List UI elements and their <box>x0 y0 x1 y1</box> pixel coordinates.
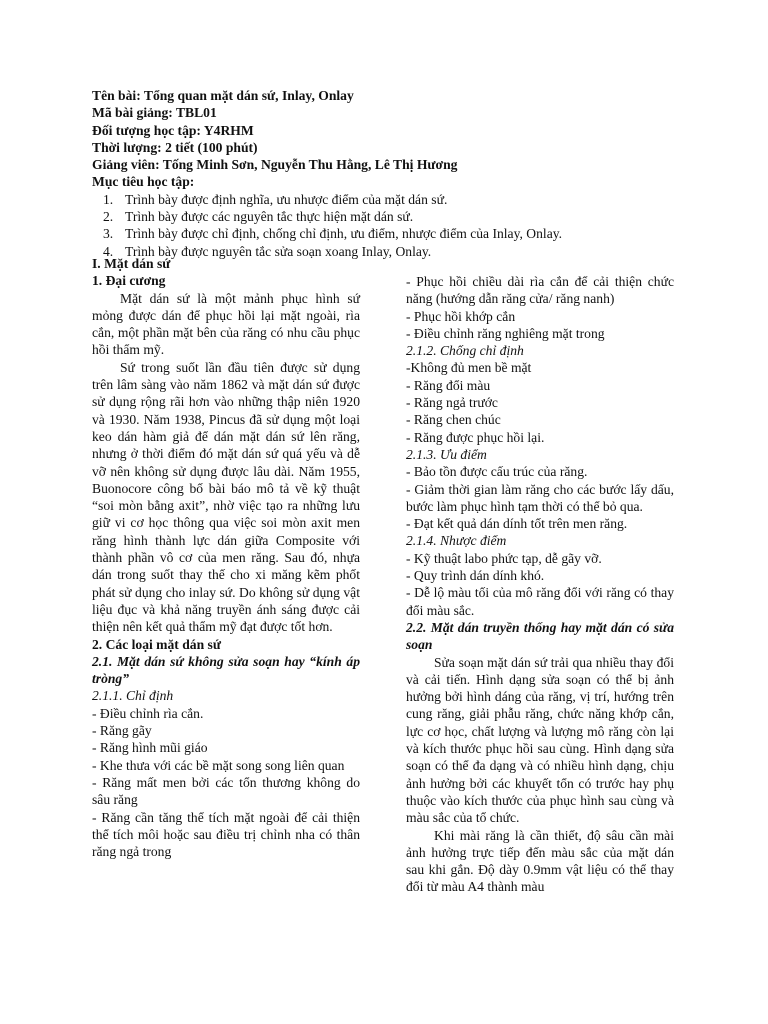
subsection-heading: 2.1.4. Nhược điểm <box>406 533 507 549</box>
list-item: - Kỹ thuật labo phức tạp, dễ gãy vỡ. <box>406 550 602 566</box>
list-item: - Răng chen chúc <box>406 412 501 428</box>
list-item: - Phục hồi chiều dài rìa cắn để cải thiện chức năng (hướng dẫn răng cửa/ răng nanh) <box>406 274 674 307</box>
list-item: - Dễ lộ màu tối của mô răng đổi với răng có thay đổi màu sắc. <box>406 585 674 618</box>
list-item: - Răng gãy <box>92 723 152 739</box>
subsection-heading: 2.1.3. Ưu điểm <box>406 446 487 462</box>
left-column <box>92 255 360 860</box>
subsection-heading: 2.1.2. Chống chỉ định <box>406 343 524 359</box>
objectives-heading: Mục tiêu học tập: <box>92 174 195 190</box>
list-item: - Răng mất men bởi các tổn thương không do sâu răng <box>92 774 360 808</box>
list-item: - Răng cần tăng thể tích mặt ngoài để cải thiện thể tích môi hoặc sau điều trị chỉnh nha có thân răng ngả trong <box>92 809 360 860</box>
paragraph: Sửa soạn mặt dán sứ trải qua nhiều thay đổi và cải tiến. Hình dạng sửa soạn có thể bị ảnh hưởng bởi hình dáng của răng, vị trí, hướng trên cung răng, giải phẫu răng, chức năng khớp cắn, lực cơ học, chất lượng và lượng mô răng còn lại và kích thước phục hồi sau cùng. Hình dạng sửa soạn có thể đa dạng và có nhiều hình dạng, chịu ảnh hưởng bởi các khuyết tổn có trước hay phụ thuộc vào kích thước của phục hình sau cùng và màu sắc của tổ chức. <box>406 654 674 826</box>
list-item: - Giảm thời gian làm răng cho các bước lấy dấu, bước làm phục hình tạm thời có thể bỏ qua. <box>406 481 674 514</box>
right-column <box>406 273 674 896</box>
list-item: -Không đủ men bề mặt <box>406 360 532 376</box>
objective-item: 1. Trình bày được định nghĩa, ưu nhược điểm của mặt dán sứ. <box>103 191 448 207</box>
list-item: - Điều chỉnh răng nghiêng mặt trong <box>406 325 605 341</box>
list-item: - Khe thưa với các bề mặt song song liên quan <box>92 757 345 773</box>
subsection-heading: 2.2. Mặt dán truyền thống hay mặt dán có sửa soạn <box>406 619 674 653</box>
lesson-header <box>92 87 692 260</box>
lesson-code: Mã bài giảng: TBL01 <box>92 105 217 121</box>
objective-item: 2. Trình bày được các nguyên tắc thực hiện mặt dán sứ. <box>103 209 414 225</box>
subsection-heading: 2. Các loại mặt dán sứ <box>92 636 221 652</box>
objectives-list <box>92 191 692 260</box>
paragraph: Khi mài răng là cần thiết, độ sâu cần mài ảnh hưởng trực tiếp đến màu sắc của mặt dán sau khi gắn. Độ dày 0.9mm vật liệu có thể thay đổi từ màu A4 thành màu <box>406 827 674 895</box>
subsection-heading: 2.1.1. Chỉ định <box>92 688 174 704</box>
section-heading: I. Mặt dán sứ <box>92 256 171 271</box>
paragraph: Mặt dán sứ là một mảnh phục hình sứ mỏng được dán để phục hồi lại mặt ngoài, rìa cắn, một phần mặt bên của răng có nhu cầu phục hồi thẩm mỹ. <box>92 290 360 358</box>
list-item: - Bảo tồn được cấu trúc của răng. <box>406 464 588 480</box>
list-item: - Răng ngả trước <box>406 395 498 411</box>
lesson-audience: Đối tượng học tập: Y4RHM <box>92 122 254 138</box>
list-item: - Điều chỉnh rìa cắn. <box>92 705 204 721</box>
objective-item: 4. Trình bày được nguyên tắc sửa soạn xoang Inlay, Onlay. <box>103 243 432 259</box>
subsection-heading: 2.1. Mặt dán sứ không sửa soạn hay “kính áp tròng” <box>92 653 360 687</box>
lesson-duration: Thời lượng: 2 tiết (100 phút) <box>92 139 258 155</box>
lesson-title: Tên bài: Tổng quan mặt dán sứ, Inlay, Onlay <box>92 88 354 103</box>
list-item: - Quy trình dán dính khó. <box>406 568 545 584</box>
objective-item: 3. Trình bày được chỉ định, chống chỉ định, ưu điểm, nhược điểm của Inlay, Onlay. <box>103 226 563 242</box>
paragraph: Sứ trong suốt lần đầu tiên được sử dụng trên lâm sàng vào năm 1862 và mặt dán sứ được sử dụng rộng rãi hơn vào những thập niên 1920 và 1930. Năm 1938, Pincus đã sử dụng một loại keo dán hàm giả để dán mặt dán sứ lên răng, nhưng ở thời điểm đó mặt dán sứ quá yếu và dễ vỡ nên không sử dụng được lâu dài. Năm 1955, Buonocore công bố bài báo mô tả về kỹ thuật “soi mòn bằng axit”, nhờ việc tạo ra những lưu giữ vi cơ học thông qua việc soi mòn axit men răng hình thành lực dán giữa Composite với thành phần vô cơ của men răng. Sau đó, nhựa dán trong suốt thay thế cho xi măng kẽm phốt phát sử dụng cho inlay sứ. Do không sử dụng vật liệu đục và khả năng truyền ánh sáng được cải thiện nên kết quả thẩm mỹ đạt được tốt hơn. <box>92 359 360 635</box>
list-item: - Răng đổi màu <box>406 377 491 393</box>
subsection-heading: 1. Đại cương <box>92 273 166 289</box>
list-item: - Răng được phục hồi lại. <box>406 429 545 445</box>
lesson-lecturers: Giảng viên: Tống Minh Sơn, Nguyễn Thu Hằng, Lê Thị Hương <box>92 157 458 173</box>
list-item: - Răng hình mũi giáo <box>92 740 208 756</box>
list-item: - Đạt kết quả dán dính tốt trên men răng. <box>406 516 628 532</box>
list-item: - Phục hồi khớp cắn <box>406 308 516 324</box>
